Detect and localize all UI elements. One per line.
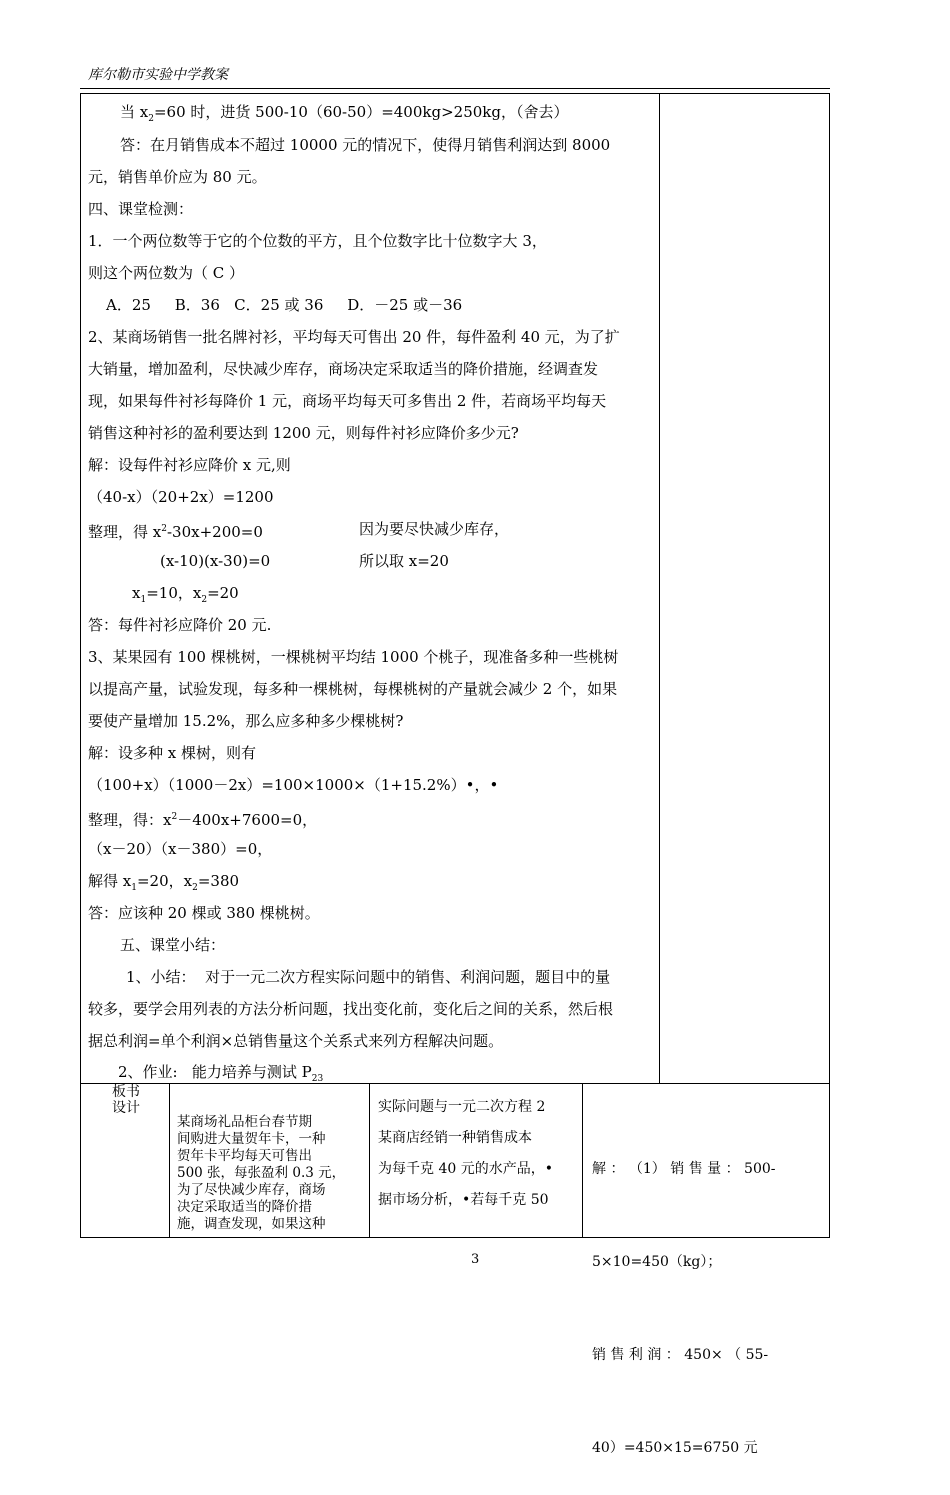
text-line: 以提高产量，试验发现，每多种一棵桃树，每棵桃树的产量就会减少 2 个，如果 [88, 680, 618, 698]
board-text-line: 据市场分析，•若每千克 50 [378, 1192, 549, 1208]
board-text-line: 施，调查发现，如果这种 [177, 1216, 326, 1232]
text-line: 2、某商场销售一批名牌衬衫，平均每天可售出 20 件，每件盈利 40 元，为了扩 [88, 328, 620, 346]
text-line: （x－20）（x－380）=0， [88, 840, 273, 858]
board-divider-2 [369, 1083, 370, 1238]
text-line: 解：设多种 x 棵树，则有 [88, 744, 256, 762]
text-line: 销售这种衬衫的盈利要达到 1200 元，则每件衬衫应降价多少元? [88, 424, 519, 442]
board-text-line: 5×10=450（kg）； [592, 1254, 722, 1270]
board-text-line: 销 售 利 润 ： 450× （ 55- [592, 1347, 769, 1363]
board-text-line: 500 张，每张盈利 0.3 元， [177, 1165, 346, 1181]
section-heading: 四、课堂检测： [88, 200, 194, 218]
text-line: 整理，得：$x^2-400x+7600=0$， [88, 811, 318, 829]
text-line: 据总利润=单个利润×总销售量这个关系式来列方程解决问题。 [88, 1032, 504, 1050]
board-label-line: 设计 [112, 1100, 140, 1116]
text-line: 解得 $x_1=20$，$x_2=380$ [88, 872, 240, 893]
board-text-line: 实际问题与一元二次方程 2 [378, 1099, 546, 1115]
board-divider-3 [582, 1083, 583, 1238]
text-line: 则这个两位数为（ C ） [88, 264, 245, 282]
board-col-topic [378, 1092, 580, 1216]
text-line: 1、小结： 对于一元二次方程实际问题中的销售、利润问题，题目中的量 [126, 968, 611, 986]
page-number: 3 [471, 1252, 480, 1267]
text-line: 较多，要学会用列表的方法分析问题，找出变化前，变化后之间的关系，然后根 [88, 1000, 614, 1018]
board-text-line: 间购进大量贺年卡，一种 [177, 1131, 326, 1147]
text-line: (x-10)(x-30)=0 [160, 552, 271, 570]
section-heading: 五、课堂小结： [120, 936, 226, 954]
text-line: 要使产量增加 15.2%，那么应多种多少棵桃树? [88, 712, 404, 730]
text-line: 答：应该种 20 棵或 380 棵桃树。 [88, 904, 320, 922]
board-text-line: 为每千克 40 元的水产品，• [378, 1161, 553, 1177]
text-line: 解：设每件衬衫应降价 x 元,则 [88, 456, 291, 474]
text-line: 所以取 x=20 [359, 552, 449, 570]
board-text-line: 为了尽快减少库存，商场 [177, 1182, 326, 1198]
homework-line: 2、作业: 能力培养与测试 $P_{23}$ [118, 1063, 324, 1084]
text-line: 元，销售单价应为 80 元。 [88, 168, 267, 186]
board-text-line: 某商店经销一种销售成本 [378, 1130, 532, 1146]
board-text-line: 解 ： （1） 销 售 量 ： 500- [592, 1161, 776, 1177]
board-text-line: 决定采取适当的降价措 [177, 1199, 312, 1215]
right-column-divider [659, 93, 660, 1083]
text-line: 当 $x_2=60$ 时，进货 500-10（60-50）=400kg>250kg，（舍去） [120, 103, 569, 124]
text-line: 1．一个两位数等于它的个位数的平方，且个位数字比十位数字大 3， [88, 232, 547, 250]
board-col-solution [592, 1092, 824, 1495]
text-line: 整理，得 $x^2-30x+200=0$ [88, 523, 263, 541]
document-header: 库尔勒市实验中学教案 [88, 67, 228, 83]
text-line: 答：每件衬衫应降价 20 元. [88, 616, 272, 634]
answer-options: A．25 B．36 C．25 或 36 D．－25 或－36 [106, 296, 463, 314]
text-line: $x_1=10$，$x_2=20$ [132, 584, 239, 605]
text-line: 现，如果每件衬衫每降价 1 元，商场平均每天可多售出 2 件，若商场平均每天 [88, 392, 607, 410]
text-line: 3、某果园有 100 棵桃树，一棵桃树平均结 1000 个桃子，现准备多种一些桃树 [88, 648, 619, 666]
header-rule [80, 88, 830, 89]
text-line: 因为要尽快减少库存， [359, 520, 510, 538]
text-line: （100+x）（1000－2x）=100×1000×（1+15.2%）•，• [88, 776, 499, 794]
board-text-line: 某商场礼品柜台春节期 [177, 1114, 312, 1130]
board-divider-1 [169, 1083, 170, 1238]
text-line: （40-x）（20+2x）=1200 [88, 488, 274, 506]
board-col-problem [177, 1114, 367, 1233]
text-line: 答：在月销售成本不超过 10000 元的情况下，使得月销售利润达到 8000 [120, 136, 611, 154]
board-label-line: 板书 [112, 1084, 140, 1100]
board-label [100, 1084, 152, 1116]
text-line: 大销量，增加盈利，尽快减少库存，商场决定采取适当的降价措施，经调查发 [88, 360, 599, 378]
board-text-line: 40）=450×15=6750 元 [592, 1440, 758, 1456]
board-text-line: 贺年卡平均每天可售出 [177, 1148, 312, 1164]
